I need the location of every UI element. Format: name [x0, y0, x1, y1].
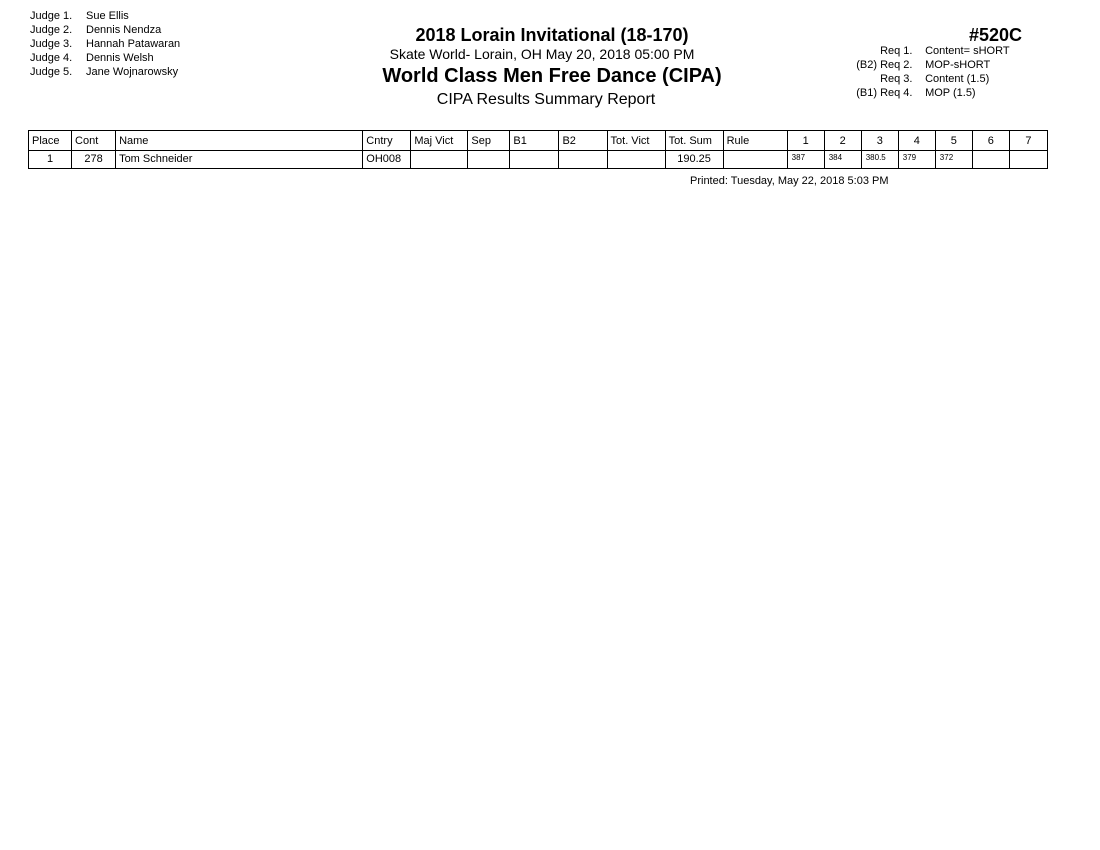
- event-name: World Class Men Free Dance (CIPA): [382, 65, 722, 87]
- majority-victory-cell: [411, 151, 468, 169]
- judge-score-cell: 372: [935, 151, 972, 169]
- place-cell: 1: [29, 151, 72, 169]
- judge-row: [30, 37, 180, 51]
- column-header: Tot. Vict: [607, 131, 665, 151]
- judge-score-cell: 380.5: [861, 151, 898, 169]
- b1-cell: [510, 151, 559, 169]
- table-header-row: [29, 131, 1048, 151]
- table-row: [29, 151, 1048, 169]
- report-name: CIPA Results Summary Report: [436, 91, 656, 108]
- requirement-row: [835, 44, 1010, 58]
- column-header: Rule: [723, 131, 787, 151]
- printed-timestamp: Printed: Tuesday, May 22, 2018 5:03 PM: [690, 175, 889, 187]
- country-cell: OH008: [363, 151, 411, 169]
- judge-name: Dennis Nendza: [86, 24, 162, 36]
- judge-column-header: 5: [935, 131, 972, 151]
- judge-column-header: 4: [898, 131, 935, 151]
- separation-cell: [468, 151, 510, 169]
- column-header: Place: [29, 131, 72, 151]
- requirement-value: MOP (1.5): [925, 87, 976, 99]
- judge-column-header: 7: [1009, 131, 1047, 151]
- judge-column-header: 2: [824, 131, 861, 151]
- judge-number: Judge 3.: [30, 38, 73, 50]
- requirement-tiebreak: (B1): [856, 87, 877, 99]
- judge-number: Judge 5.: [30, 66, 73, 78]
- requirement-row: [835, 86, 1010, 100]
- judge-score-cell: 387: [787, 151, 824, 169]
- requirement-label: Req 3.: [880, 73, 913, 85]
- judge-row: [30, 9, 180, 23]
- contestant-number-cell: 278: [72, 151, 116, 169]
- results-table: [28, 130, 1048, 169]
- column-header: Sep: [468, 131, 510, 151]
- judge-number: Judge 2.: [30, 24, 73, 36]
- total-victory-cell: [607, 151, 665, 169]
- requirements-list: [835, 44, 1010, 100]
- requirement-row: [835, 58, 1010, 72]
- judge-score-cell: 379: [898, 151, 935, 169]
- judge-number: Judge 1.: [30, 10, 73, 22]
- judge-score-cell: 384: [824, 151, 861, 169]
- judges-list: [30, 9, 180, 79]
- judge-name: Jane Wojnarowsky: [86, 66, 179, 78]
- judge-column-header: 1: [787, 131, 824, 151]
- judge-row: [30, 65, 180, 79]
- judge-column-header: 6: [972, 131, 1009, 151]
- rule-cell: [723, 151, 787, 169]
- skater-name-cell: Tom Schneider: [116, 151, 363, 169]
- total-sum-cell: 190.25: [665, 151, 723, 169]
- column-header: B2: [559, 131, 607, 151]
- competition-title: 2018 Lorain Invitational (18-170): [415, 25, 689, 45]
- judge-score-cell: [972, 151, 1009, 169]
- requirement-value: Content= sHORT: [925, 45, 1010, 57]
- venue-and-date: Skate World- Lorain, OH May 20, 2018 05:00 PM: [389, 46, 695, 62]
- judge-name: Hannah Patawaran: [86, 38, 181, 50]
- column-header: Name: [116, 131, 363, 151]
- column-header: B1: [510, 131, 559, 151]
- judge-name: Sue Ellis: [86, 10, 129, 22]
- requirement-value: Content (1.5): [925, 73, 990, 85]
- judge-row: [30, 51, 180, 65]
- judge-row: [30, 23, 180, 37]
- column-header: Cntry: [363, 131, 411, 151]
- requirement-value: MOP-sHORT: [925, 59, 991, 71]
- judge-column-header: 3: [861, 131, 898, 151]
- column-header: Tot. Sum: [665, 131, 723, 151]
- column-header: Cont: [72, 131, 116, 151]
- requirement-row: [835, 72, 1010, 86]
- requirement-label: Req 4.: [880, 87, 913, 99]
- judge-number: Judge 4.: [30, 52, 73, 64]
- judge-name: Dennis Welsh: [86, 52, 154, 64]
- column-header: Maj Vict: [411, 131, 468, 151]
- judge-score-cell: [1009, 151, 1047, 169]
- requirement-tiebreak: (B2): [856, 59, 877, 71]
- b2-cell: [559, 151, 607, 169]
- requirement-label: Req 2.: [880, 59, 913, 71]
- event-number: #520C: [968, 25, 1022, 45]
- requirement-label: Req 1.: [880, 45, 913, 57]
